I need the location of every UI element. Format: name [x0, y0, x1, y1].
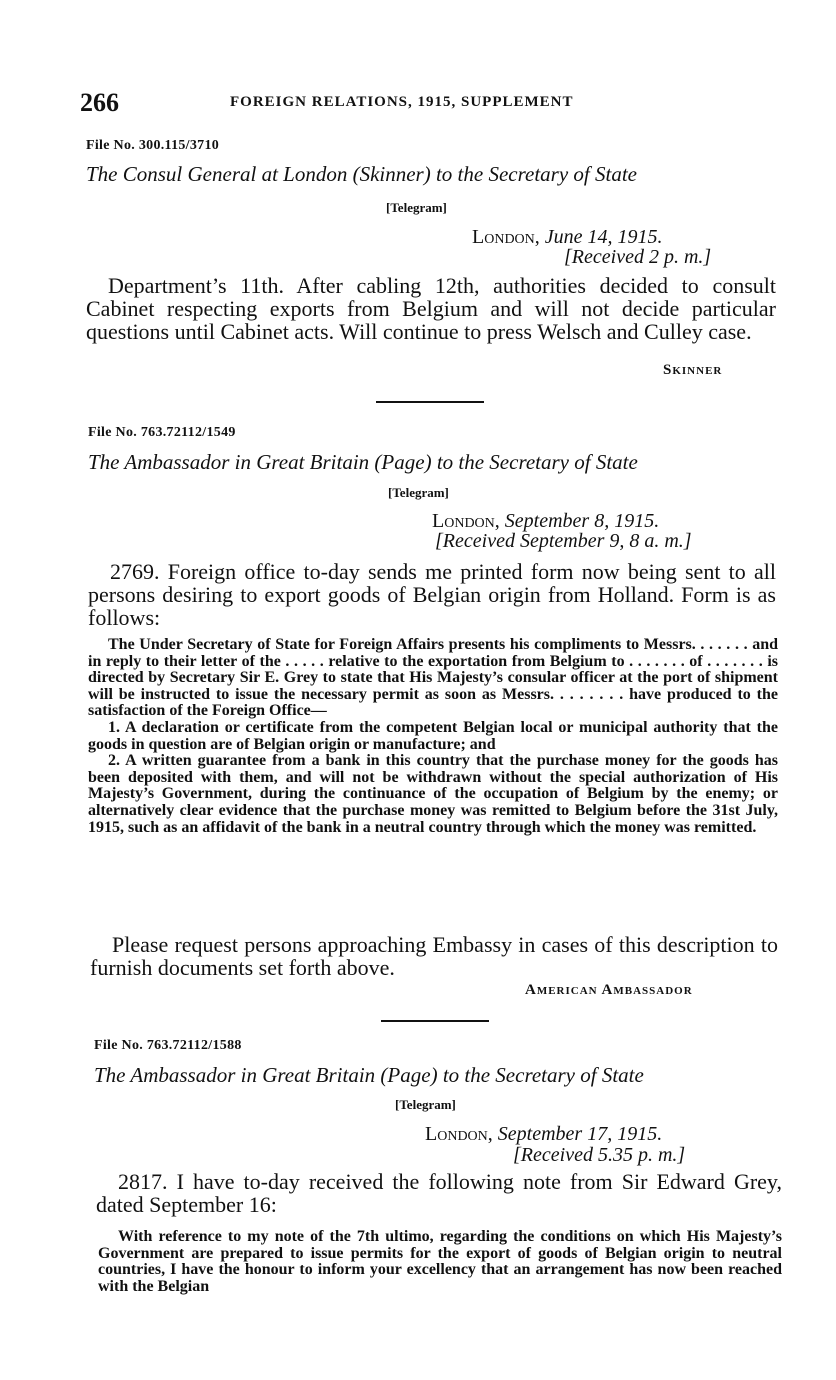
message-body [96, 1170, 782, 1216]
page-number: 266 [80, 88, 119, 117]
message-body [88, 560, 776, 629]
quoted-form [88, 637, 778, 836]
signature: American Ambassador [525, 982, 693, 998]
dateline-date: September 8, 1915. [504, 510, 660, 532]
body-paragraph: 2817. I have to-day received the following note from Sir Edward Grey, dated September 16: [96, 1169, 782, 1217]
telegram-label: [Telegram] [388, 485, 449, 500]
file-number: File No. 300.115/3710 [86, 138, 220, 153]
body-paragraph: 2769. Foreign office to-day sends me printed form now being sent to all persons desiring to export goods of Belgian origin from Holland. Form is as follows: [88, 559, 776, 630]
form-item-2: 2. A written guarantee from a bank in this country that the purchase money for the goods has been deposited with them, and will not be withdrawn without the special authorization of His Majesty’s Government, during the continuance of the occupation of Belgium by the enemy; or alternatively clear evidence that the purchase money was remitted to Belgium before the 31st July, 1915, such as an affidavit of the bank in a neutral country through which the money was remitted. [88, 752, 778, 836]
quoted-note [98, 1229, 782, 1295]
letter-title: The Consul General at London (Skinner) to the Secretary of State [86, 162, 637, 186]
received-note: [Received September 9, 8 a. m.] [435, 530, 692, 552]
page-header [80, 88, 780, 118]
received-note: [Received 5.35 p. m.] [513, 1144, 686, 1166]
dateline-city: London, [425, 1123, 493, 1145]
section-divider [376, 401, 484, 403]
received-note: [Received 2 p. m.] [564, 246, 712, 268]
body-paragraph: Department’s 11th. After cabling 12th, authorities decided to consult Cabinet respecting exports from Belgium and will not decide particular questions until Cabinet acts. Will continue to press Welsch and Culley case. [86, 273, 776, 344]
message-body [86, 274, 776, 343]
note-paragraph: With reference to my note of the 7th ultimo, regarding the conditions on which His Majesty’s Government are prepared to issue permits for the export of goods of Belgian origin to neutral countries, I have the honour to inform your excellency that an arrangement has now been reached with the Belgian [98, 1228, 782, 1295]
letter-title: The Ambassador in Great Britain (Page) to the Secretary of State [94, 1063, 644, 1087]
dateline [425, 1123, 662, 1146]
dateline-city: London, [432, 510, 500, 532]
letter-title: The Ambassador in Great Britain (Page) to the Secretary of State [88, 450, 638, 474]
running-title: FOREIGN RELATIONS, 1915, SUPPLEMENT [230, 94, 574, 110]
message-closing [90, 933, 778, 979]
form-item-1: 1. A declaration or certificate from the competent Belgian local or municipal authority that the goods in question are of Belgian origin or manufacture; and [88, 718, 778, 753]
dateline-city: London, [472, 226, 540, 248]
dateline-date: September 17, 1915. [497, 1123, 663, 1145]
file-number: File No. 763.72112/1549 [88, 425, 236, 440]
dateline-date: June 14, 1915. [544, 226, 663, 248]
file-number: File No. 763.72112/1588 [94, 1038, 242, 1053]
telegram-label: [Telegram] [386, 200, 447, 215]
section-divider [381, 1020, 489, 1022]
signature: Skinner [663, 362, 723, 378]
telegram-label: [Telegram] [395, 1097, 456, 1112]
closing-paragraph: Please request persons approaching Embassy in cases of this description to furnish documents set forth above. [90, 932, 778, 980]
form-intro: The Under Secretary of State for Foreign Affairs presents his compliments to Messrs. . . . . . . and in reply to their letter of the . . . . . relative to the exportation from Belgium to . . . . . . . of . . . . . . . is directed by Secretary Sir E. Grey to state that His Majesty’s consular officer at the port of shipment will be instructed to issue the necessary permit as soon as Messrs. . . . . . . . have produced to the satisfaction of the Foreign Office— [88, 636, 778, 720]
